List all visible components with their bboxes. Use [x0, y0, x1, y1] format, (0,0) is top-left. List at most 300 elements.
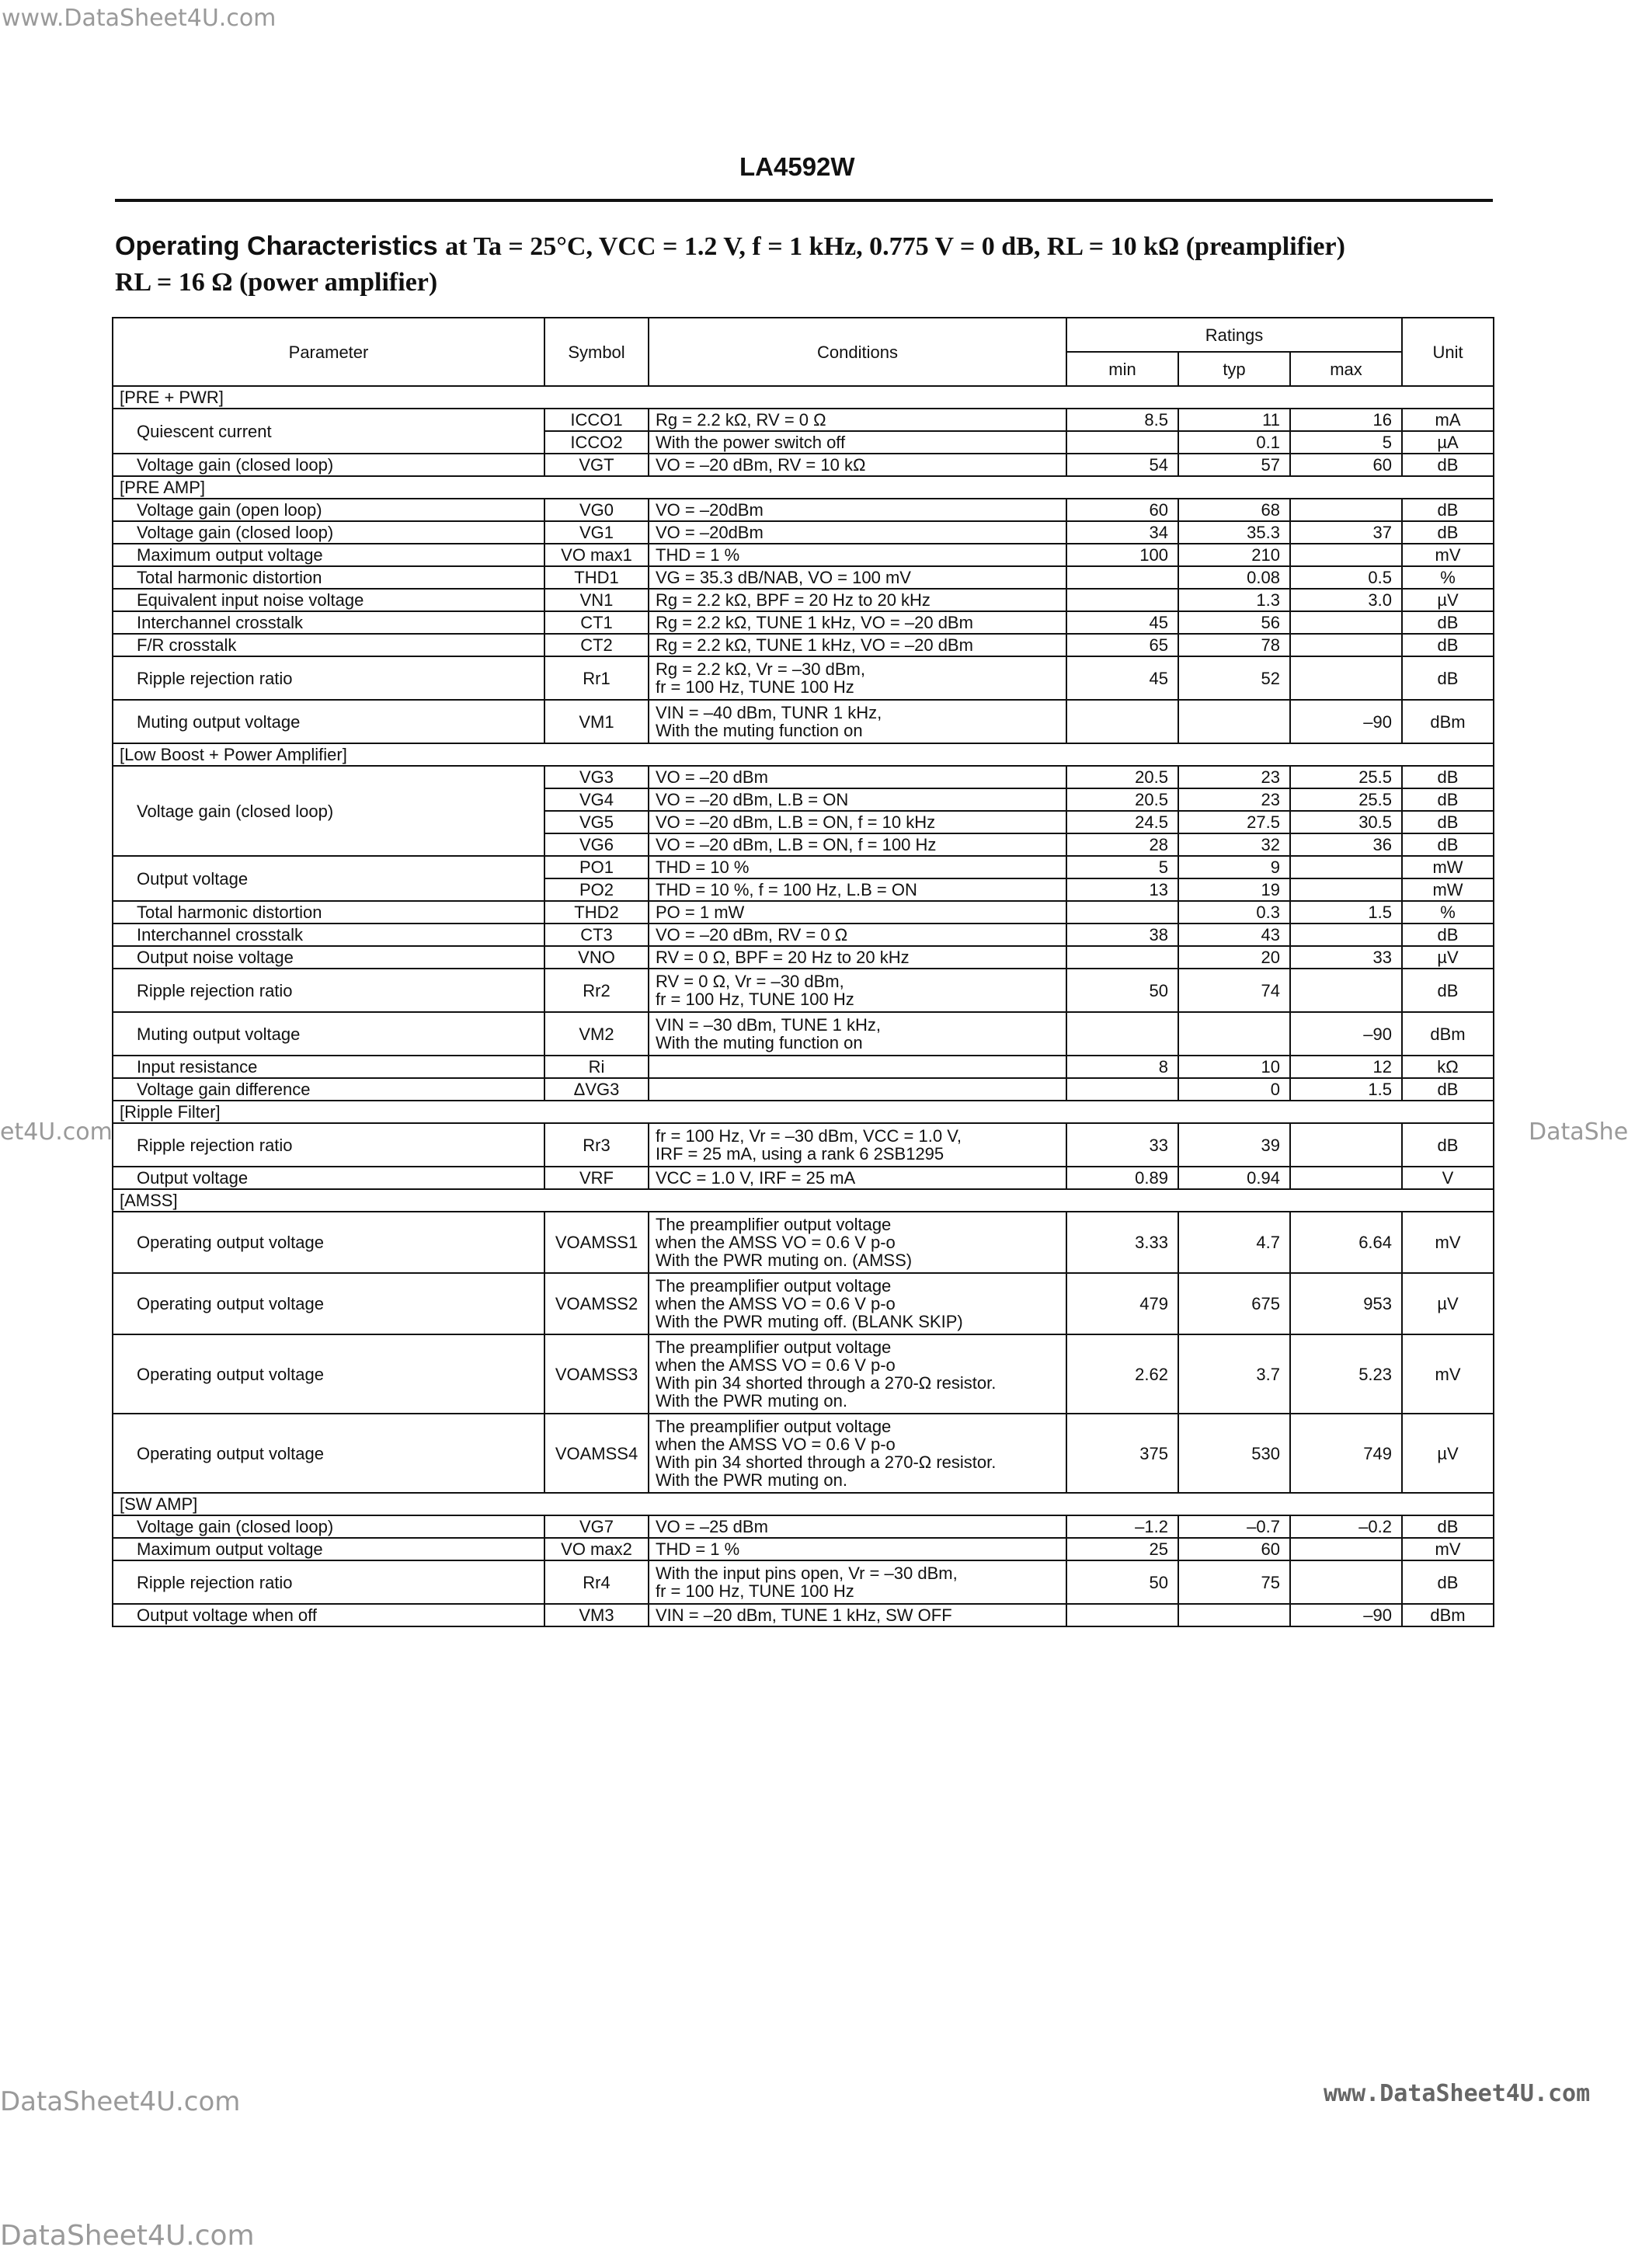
symbol-cell: Ri	[544, 1056, 649, 1078]
parameter-cell: Equivalent input noise voltage	[113, 589, 544, 611]
max-cell: 60	[1290, 454, 1402, 476]
conditions-cell	[649, 901, 1066, 924]
condition-line: With the PWR muting off. (BLANK SKIP)	[656, 1312, 963, 1331]
max-cell	[1290, 611, 1402, 634]
min-cell: 100	[1066, 544, 1178, 566]
section-title: [Ripple Filter]	[113, 1101, 1494, 1123]
symbol-cell: VG4	[544, 788, 649, 811]
max-cell: 953	[1290, 1273, 1402, 1334]
typ-cell: 74	[1178, 969, 1290, 1012]
parameter-cell: F/R crosstalk	[113, 634, 544, 656]
typ-cell: 0.08	[1178, 566, 1290, 589]
typ-cell: –0.7	[1178, 1515, 1290, 1538]
conditions-cell	[649, 1012, 1066, 1056]
section-title: [PRE AMP]	[113, 476, 1494, 499]
max-cell	[1290, 856, 1402, 878]
conditions-cell	[649, 544, 1066, 566]
min-cell: 50	[1066, 969, 1178, 1012]
unit-cell: kΩ	[1402, 1056, 1494, 1078]
table-row	[113, 1212, 1494, 1273]
max-cell	[1290, 969, 1402, 1012]
unit-cell: µA	[1402, 431, 1494, 454]
symbol-cell: ICCO1	[544, 409, 649, 431]
table-row	[113, 969, 1494, 1012]
condition-line: VO = –20dBm	[656, 523, 764, 542]
typ-cell: 75	[1178, 1560, 1290, 1604]
max-cell	[1290, 1538, 1402, 1560]
typ-cell: 0.3	[1178, 901, 1290, 924]
unit-cell: dB	[1402, 788, 1494, 811]
parameter-cell: Total harmonic distortion	[113, 901, 544, 924]
unit-cell: mV	[1402, 1212, 1494, 1273]
symbol-cell: VGT	[544, 454, 649, 476]
header-unit: Unit	[1402, 318, 1494, 386]
conditions-cell	[649, 969, 1066, 1012]
conditions-cell	[649, 833, 1066, 856]
parameter-cell: Operating output voltage	[113, 1212, 544, 1273]
condition-line: THD = 1 %	[656, 1539, 740, 1559]
condition-line: THD = 10 %	[656, 857, 750, 877]
conditions-cell	[649, 1515, 1066, 1538]
operating-characteristics-table	[112, 317, 1494, 1627]
min-cell: 65	[1066, 634, 1178, 656]
condition-line: RV = 0 Ω, BPF = 20 Hz to 20 kHz	[656, 948, 910, 967]
parameter-cell: Quiescent current	[113, 409, 544, 454]
table-row	[113, 409, 1494, 431]
typ-cell	[1178, 1604, 1290, 1626]
table-row	[113, 566, 1494, 589]
watermark-top: www.DataSheet4U.com	[2, 5, 277, 32]
min-cell: 2.62	[1066, 1334, 1178, 1414]
max-cell: 1.5	[1290, 901, 1402, 924]
unit-cell: mV	[1402, 544, 1494, 566]
min-cell: 38	[1066, 924, 1178, 946]
section-heading	[115, 228, 1513, 301]
unit-cell: µV	[1402, 589, 1494, 611]
typ-cell: 60	[1178, 1538, 1290, 1560]
max-cell: 6.64	[1290, 1212, 1402, 1273]
min-cell: 33	[1066, 1123, 1178, 1167]
min-cell: 20.5	[1066, 766, 1178, 788]
condition-line: IRF = 25 mA, using a rank 6 2SB1295	[656, 1144, 944, 1164]
conditions-cell	[649, 1167, 1066, 1189]
condition-line: Rg = 2.2 kΩ, TUNE 1 kHz, VO = –20 dBm	[656, 635, 973, 655]
heading-line-1	[115, 228, 1513, 265]
unit-cell: mA	[1402, 409, 1494, 431]
symbol-cell: VG5	[544, 811, 649, 833]
unit-cell: dB	[1402, 454, 1494, 476]
parameter-cell: Voltage gain difference	[113, 1078, 544, 1101]
condition-line: fr = 100 Hz, Vr = –30 dBm, VCC = 1.0 V,	[656, 1126, 962, 1146]
typ-cell: 4.7	[1178, 1212, 1290, 1273]
symbol-cell: VM2	[544, 1012, 649, 1056]
section-title: [Low Boost + Power Amplifier]	[113, 743, 1494, 766]
symbol-cell: VG6	[544, 833, 649, 856]
min-cell	[1066, 700, 1178, 743]
unit-cell: dB	[1402, 634, 1494, 656]
parameter-cell: Voltage gain (closed loop)	[113, 1515, 544, 1538]
unit-cell: dB	[1402, 811, 1494, 833]
table-row	[113, 946, 1494, 969]
max-cell	[1290, 1123, 1402, 1167]
min-cell: 34	[1066, 521, 1178, 544]
parameter-cell: Operating output voltage	[113, 1273, 544, 1334]
max-cell	[1290, 1167, 1402, 1189]
conditions-cell	[649, 1078, 1066, 1101]
max-cell: 25.5	[1290, 766, 1402, 788]
unit-cell: mV	[1402, 1334, 1494, 1414]
condition-line: VO = –20 dBm, L.B = ON, f = 100 Hz	[656, 835, 937, 854]
symbol-cell: VN1	[544, 589, 649, 611]
conditions-cell	[649, 766, 1066, 788]
condition-line: VG = 35.3 dB/NAB, VO = 100 mV	[656, 568, 911, 587]
min-cell: 45	[1066, 656, 1178, 700]
symbol-cell: VO max2	[544, 1538, 649, 1560]
min-cell: 0.89	[1066, 1167, 1178, 1189]
conditions-cell	[649, 1212, 1066, 1273]
typ-cell: 57	[1178, 454, 1290, 476]
heading-line-2: RL = 16 Ω (power amplifier)	[115, 268, 438, 297]
min-cell: 45	[1066, 611, 1178, 634]
conditions-cell	[649, 454, 1066, 476]
watermark-bottom-right: www.DataSheet4U.com	[1324, 2080, 1591, 2107]
min-cell	[1066, 1604, 1178, 1626]
unit-cell: dB	[1402, 656, 1494, 700]
max-cell: 33	[1290, 946, 1402, 969]
parameter-cell: Voltage gain (closed loop)	[113, 454, 544, 476]
symbol-cell: PO2	[544, 878, 649, 901]
header-ratings: Ratings	[1066, 318, 1402, 352]
max-cell: 16	[1290, 409, 1402, 431]
typ-cell: 68	[1178, 499, 1290, 521]
conditions-cell	[649, 1538, 1066, 1560]
min-cell: 20.5	[1066, 788, 1178, 811]
typ-cell: 32	[1178, 833, 1290, 856]
table-row	[113, 521, 1494, 544]
typ-cell	[1178, 700, 1290, 743]
typ-cell: 0.1	[1178, 431, 1290, 454]
conditions-cell	[649, 1123, 1066, 1167]
unit-cell: %	[1402, 901, 1494, 924]
table-row	[113, 924, 1494, 946]
max-cell: 749	[1290, 1414, 1402, 1493]
max-cell: 5	[1290, 431, 1402, 454]
conditions-cell	[649, 656, 1066, 700]
section-row	[113, 386, 1494, 409]
symbol-cell: Rr4	[544, 1560, 649, 1604]
typ-cell: 9	[1178, 856, 1290, 878]
condition-line: fr = 100 Hz, TUNE 100 Hz	[656, 990, 854, 1009]
parameter-cell: Muting output voltage	[113, 1012, 544, 1056]
typ-cell: 20	[1178, 946, 1290, 969]
typ-cell: 675	[1178, 1273, 1290, 1334]
condition-line: The preamplifier output voltage	[656, 1215, 892, 1234]
watermark-left: et4U.com	[0, 1118, 113, 1146]
conditions-cell	[649, 811, 1066, 833]
unit-cell: mV	[1402, 1538, 1494, 1560]
table-row	[113, 1334, 1494, 1414]
heading-bold: Operating Characteristics	[115, 231, 438, 261]
condition-line: THD = 1 %	[656, 545, 740, 565]
parameter-cell: Interchannel crosstalk	[113, 611, 544, 634]
symbol-cell: THD2	[544, 901, 649, 924]
header-conditions: Conditions	[649, 318, 1066, 386]
symbol-cell: VNO	[544, 946, 649, 969]
min-cell: 13	[1066, 878, 1178, 901]
condition-line: With the PWR muting on. (AMSS)	[656, 1251, 913, 1270]
section-title: [AMSS]	[113, 1189, 1494, 1212]
table-row	[113, 856, 1494, 878]
condition-line: With the PWR muting on.	[656, 1391, 847, 1411]
header-symbol: Symbol	[544, 318, 649, 386]
document-title: LA4592W	[739, 152, 855, 181]
min-cell: 60	[1066, 499, 1178, 521]
section-row	[113, 1493, 1494, 1515]
parameter-cell: Output voltage when off	[113, 1604, 544, 1626]
symbol-cell: VOAMSS1	[544, 1212, 649, 1273]
section-row	[113, 743, 1494, 766]
parameter-cell: Voltage gain (open loop)	[113, 499, 544, 521]
typ-cell: 56	[1178, 611, 1290, 634]
min-cell: 50	[1066, 1560, 1178, 1604]
unit-cell: mW	[1402, 856, 1494, 878]
condition-line: VO = –20 dBm, RV = 0 Ω	[656, 925, 848, 944]
parameter-cell: Interchannel crosstalk	[113, 924, 544, 946]
section-row	[113, 1101, 1494, 1123]
table-row	[113, 634, 1494, 656]
parameter-cell: Total harmonic distortion	[113, 566, 544, 589]
typ-cell: 43	[1178, 924, 1290, 946]
conditions-cell	[649, 700, 1066, 743]
condition-line: VIN = –20 dBm, TUNE 1 kHz, SW OFF	[656, 1605, 952, 1625]
typ-cell: 11	[1178, 409, 1290, 431]
min-cell: 8	[1066, 1056, 1178, 1078]
typ-cell: 0	[1178, 1078, 1290, 1101]
parameter-cell: Operating output voltage	[113, 1414, 544, 1493]
typ-cell: 19	[1178, 878, 1290, 901]
unit-cell: dB	[1402, 969, 1494, 1012]
min-cell: 3.33	[1066, 1212, 1178, 1273]
conditions-cell	[649, 788, 1066, 811]
conditions-cell	[649, 521, 1066, 544]
symbol-cell: CT2	[544, 634, 649, 656]
section-row	[113, 1189, 1494, 1212]
unit-cell: dB	[1402, 611, 1494, 634]
unit-cell: µV	[1402, 946, 1494, 969]
typ-cell: 23	[1178, 766, 1290, 788]
parameter-cell: Maximum output voltage	[113, 1538, 544, 1560]
parameter-cell: Output voltage	[113, 1167, 544, 1189]
min-cell	[1066, 566, 1178, 589]
max-cell: 37	[1290, 521, 1402, 544]
typ-cell: 78	[1178, 634, 1290, 656]
parameter-cell: Voltage gain (closed loop)	[113, 521, 544, 544]
unit-cell: mW	[1402, 878, 1494, 901]
table-row	[113, 1414, 1494, 1493]
condition-line: VIN = –30 dBm, TUNE 1 kHz,	[656, 1015, 881, 1035]
condition-line: VO = –20 dBm, RV = 10 kΩ	[656, 455, 866, 475]
table-row	[113, 1012, 1494, 1056]
typ-cell: 10	[1178, 1056, 1290, 1078]
unit-cell: V	[1402, 1167, 1494, 1189]
symbol-cell: Rr3	[544, 1123, 649, 1167]
condition-line: VCC = 1.0 V, IRF = 25 mA	[656, 1168, 856, 1188]
unit-cell: dB	[1402, 833, 1494, 856]
condition-line: The preamplifier output voltage	[656, 1276, 892, 1296]
typ-cell: 27.5	[1178, 811, 1290, 833]
unit-cell: dB	[1402, 924, 1494, 946]
condition-line: VIN = –40 dBm, TUNR 1 kHz,	[656, 703, 882, 722]
max-cell: –90	[1290, 1604, 1402, 1626]
table-row	[113, 901, 1494, 924]
min-cell: 24.5	[1066, 811, 1178, 833]
conditions-cell	[649, 1604, 1066, 1626]
condition-line: when the AMSS VO = 0.6 V p-o	[656, 1435, 896, 1454]
table-row	[113, 700, 1494, 743]
condition-line: The preamplifier output voltage	[656, 1417, 892, 1436]
unit-cell: %	[1402, 566, 1494, 589]
symbol-cell: Rr1	[544, 656, 649, 700]
parameter-cell: Ripple rejection ratio	[113, 1123, 544, 1167]
max-cell	[1290, 656, 1402, 700]
min-cell	[1066, 946, 1178, 969]
unit-cell: dB	[1402, 1123, 1494, 1167]
symbol-cell: CT1	[544, 611, 649, 634]
max-cell: 30.5	[1290, 811, 1402, 833]
condition-line: VO = –20 dBm	[656, 767, 768, 787]
parameter-cell: Output voltage	[113, 856, 544, 901]
condition-line: VO = –20 dBm, L.B = ON	[656, 790, 849, 809]
max-cell	[1290, 1560, 1402, 1604]
condition-line: Rg = 2.2 kΩ, TUNE 1 kHz, VO = –20 dBm	[656, 613, 973, 632]
parameter-cell: Ripple rejection ratio	[113, 656, 544, 700]
symbol-cell: VOAMSS2	[544, 1273, 649, 1334]
header-min: min	[1066, 352, 1178, 386]
max-cell: 0.5	[1290, 566, 1402, 589]
table-row	[113, 1078, 1494, 1101]
unit-cell: dB	[1402, 521, 1494, 544]
table-body	[113, 386, 1494, 1626]
condition-line: The preamplifier output voltage	[656, 1337, 892, 1357]
max-cell: –90	[1290, 700, 1402, 743]
watermark-bottom-left: DataSheet4U.com	[0, 2086, 241, 2117]
condition-line: VO = –25 dBm	[656, 1517, 768, 1536]
symbol-cell: THD1	[544, 566, 649, 589]
unit-cell: dB	[1402, 1078, 1494, 1101]
symbol-cell: ΔVG3	[544, 1078, 649, 1101]
table-row	[113, 1056, 1494, 1078]
min-cell: 54	[1066, 454, 1178, 476]
title-rule	[115, 199, 1493, 202]
symbol-cell: CT3	[544, 924, 649, 946]
conditions-cell	[649, 589, 1066, 611]
table-header-row	[113, 318, 1494, 352]
conditions-cell	[649, 611, 1066, 634]
table-row	[113, 1538, 1494, 1560]
max-cell: –90	[1290, 1012, 1402, 1056]
symbol-cell: VG1	[544, 521, 649, 544]
min-cell: 8.5	[1066, 409, 1178, 431]
table-row	[113, 499, 1494, 521]
unit-cell: dB	[1402, 499, 1494, 521]
header-typ: typ	[1178, 352, 1290, 386]
symbol-cell: ICCO2	[544, 431, 649, 454]
typ-cell: 530	[1178, 1414, 1290, 1493]
unit-cell: µV	[1402, 1273, 1494, 1334]
typ-cell: 210	[1178, 544, 1290, 566]
symbol-cell: Rr2	[544, 969, 649, 1012]
condition-line: fr = 100 Hz, TUNE 100 Hz	[656, 1581, 854, 1601]
condition-line: With pin 34 shorted through a 270-Ω resistor.	[656, 1373, 997, 1393]
max-cell	[1290, 924, 1402, 946]
max-cell	[1290, 878, 1402, 901]
condition-line: when the AMSS VO = 0.6 V p-o	[656, 1355, 896, 1375]
condition-line: With the power switch off	[656, 433, 846, 452]
table-row	[113, 589, 1494, 611]
table-row	[113, 656, 1494, 700]
heading-conditions: at Ta = 25°C, VCC = 1.2 V, f = 1 kHz, 0.775 V = 0 dB, RL = 10 kΩ (preamplifier)	[445, 232, 1345, 261]
symbol-cell: VG7	[544, 1515, 649, 1538]
condition-line: With the input pins open, Vr = –30 dBm,	[656, 1564, 958, 1583]
min-cell	[1066, 1078, 1178, 1101]
max-cell: 36	[1290, 833, 1402, 856]
max-cell: 25.5	[1290, 788, 1402, 811]
parameter-cell: Operating output voltage	[113, 1334, 544, 1414]
symbol-cell: PO1	[544, 856, 649, 878]
typ-cell: 1.3	[1178, 589, 1290, 611]
symbol-cell: VOAMSS4	[544, 1414, 649, 1493]
condition-line: Rg = 2.2 kΩ, BPF = 20 Hz to 20 kHz	[656, 590, 931, 610]
watermark-bottom: DataSheet4U.com	[0, 2220, 255, 2252]
conditions-cell	[649, 1273, 1066, 1334]
typ-cell: 39	[1178, 1123, 1290, 1167]
condition-line: RV = 0 Ω, Vr = –30 dBm,	[656, 972, 844, 991]
section-title: [PRE + PWR]	[113, 386, 1494, 409]
header-max: max	[1290, 352, 1402, 386]
min-cell: 25	[1066, 1538, 1178, 1560]
min-cell	[1066, 589, 1178, 611]
typ-cell: 52	[1178, 656, 1290, 700]
conditions-cell	[649, 566, 1066, 589]
symbol-cell: VG3	[544, 766, 649, 788]
condition-line: PO = 1 mW	[656, 903, 745, 922]
condition-line: With the muting function on	[656, 721, 863, 740]
parameter-cell: Voltage gain (closed loop)	[113, 766, 544, 856]
condition-line: With the muting function on	[656, 1033, 863, 1052]
unit-cell: dBm	[1402, 700, 1494, 743]
table-row	[113, 454, 1494, 476]
max-cell: 12	[1290, 1056, 1402, 1078]
typ-cell: 23	[1178, 788, 1290, 811]
table-row	[113, 766, 1494, 788]
unit-cell: dB	[1402, 1515, 1494, 1538]
condition-line: when the AMSS VO = 0.6 V p-o	[656, 1294, 896, 1313]
conditions-cell	[649, 1334, 1066, 1414]
unit-cell: dB	[1402, 1560, 1494, 1604]
unit-cell: dB	[1402, 766, 1494, 788]
min-cell: 375	[1066, 1414, 1178, 1493]
symbol-cell: VOAMSS3	[544, 1334, 649, 1414]
max-cell	[1290, 499, 1402, 521]
max-cell: 3.0	[1290, 589, 1402, 611]
table-row	[113, 1273, 1494, 1334]
conditions-cell	[649, 1056, 1066, 1078]
condition-line: Rg = 2.2 kΩ, RV = 0 Ω	[656, 410, 826, 430]
section-title: [SW AMP]	[113, 1493, 1494, 1515]
condition-line: THD = 10 %, f = 100 Hz, L.B = ON	[656, 880, 917, 899]
conditions-cell	[649, 924, 1066, 946]
max-cell: –0.2	[1290, 1515, 1402, 1538]
